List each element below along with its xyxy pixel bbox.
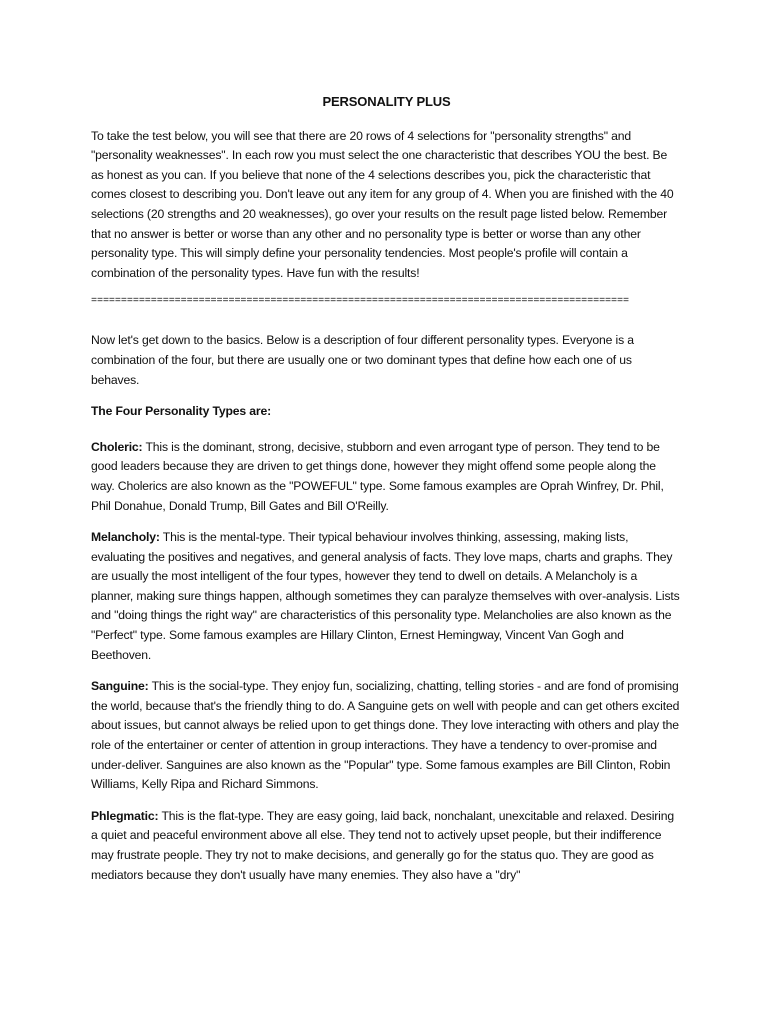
type-name: Phlegmatic: — [91, 808, 159, 823]
type-description: This is the dominant, strong, decisive, stubborn and even arrogant type of person. They tend to be good leaders because they are driven to get things done, however they might offend some people along the way. Cholerics are also known as the "POWEFUL" type. Some famous examples are Oprah Winfrey, Dr. Phil, Phil Donahue, Donald Trump, Bill Gates and Bill O'Reilly. — [91, 439, 664, 513]
type-description: This is the mental-type. Their typical behaviour involves thinking, assessing, making lists, evaluating the positives and negatives, and general analysis of facts. They love maps, charts and graphs. They are usually the most intelligent of the four types, however they tend to dwell on details. A Melancholy is a planner, making sure things happen, although sometimes they can paralyze themselves with over-analysis. Lists and "doing things the right way" are characteristics of this personality type. Melancholies are also known as the "Perfect" type. Some famous examples are Hillary Clinton, Ernest Hemingway, Vincent Van Gogh and Beethoven. — [91, 530, 680, 662]
type-paragraph-sanguine — [91, 677, 682, 795]
type-paragraph-phlegmatic — [91, 807, 682, 885]
type-name: Sanguine: — [91, 679, 149, 694]
type-paragraph-melancholy — [91, 528, 682, 665]
divider-line: ========================================================================================== — [91, 296, 629, 308]
type-name: Choleric: — [91, 439, 143, 454]
type-paragraph-choleric — [91, 438, 682, 516]
type-name: Melancholy: — [91, 530, 160, 545]
page-title: PERSONALITY PLUS — [322, 94, 451, 109]
basics-paragraph: Now let's get down to the basics. Below is a description of four different personality types. Everyone is a combination of the four, but there are usually one or two dominant types that define how each one of us behaves. — [91, 333, 634, 387]
type-description: This is the flat-type. They are easy going, laid back, nonchalant, unexcitable and relaxed. Desiring a quiet and peaceful environment above all else. They tend not to actively upset people, but their indifference may frustrate people. They try not to make decisions, and generally go for the status quo. They are good as mediators because they don't usually have many enemies. They also have a "dry" — [91, 808, 674, 882]
type-description: This is the social-type. They enjoy fun, socializing, chatting, telling stories - and are fond of promising the world, because that's the friendly thing to do. A Sanguine gets on well with people and can get others excited about issues, but cannot always be relied upon to get things done. They love interacting with others and play the role of the entertainer or center of attention in group interactions. They have a tendency to over-promise and under-deliver. Sanguines are also known as the "Popular" type. Some famous examples are Bill Clinton, Robin Williams, Kelly Ripa and Richard Simmons. — [91, 679, 680, 792]
types-heading: The Four Personality Types are: — [91, 404, 272, 419]
intro-paragraph: To take the test below, you will see that there are 20 rows of 4 selections for "personality strengths" and "personality weaknesses". In each row you must select the one characteristic that describes YOU the best. Be as honest as you can. If you believe that none of the 4 selections describes you, pick the characteristic that comes closest to describing you. Don't leave out any item for any group of 4. When you are finished with the 40 selections (20 strengths and 20 weaknesses), go over your results on the result page listed below. Remember that no answer is better or worse than any other and no personality type is better or worse than any other personality type. This will simply define your personality tendencies. Most people's profile will contain a combination of the personality types. Have fun with the results! — [91, 128, 674, 280]
